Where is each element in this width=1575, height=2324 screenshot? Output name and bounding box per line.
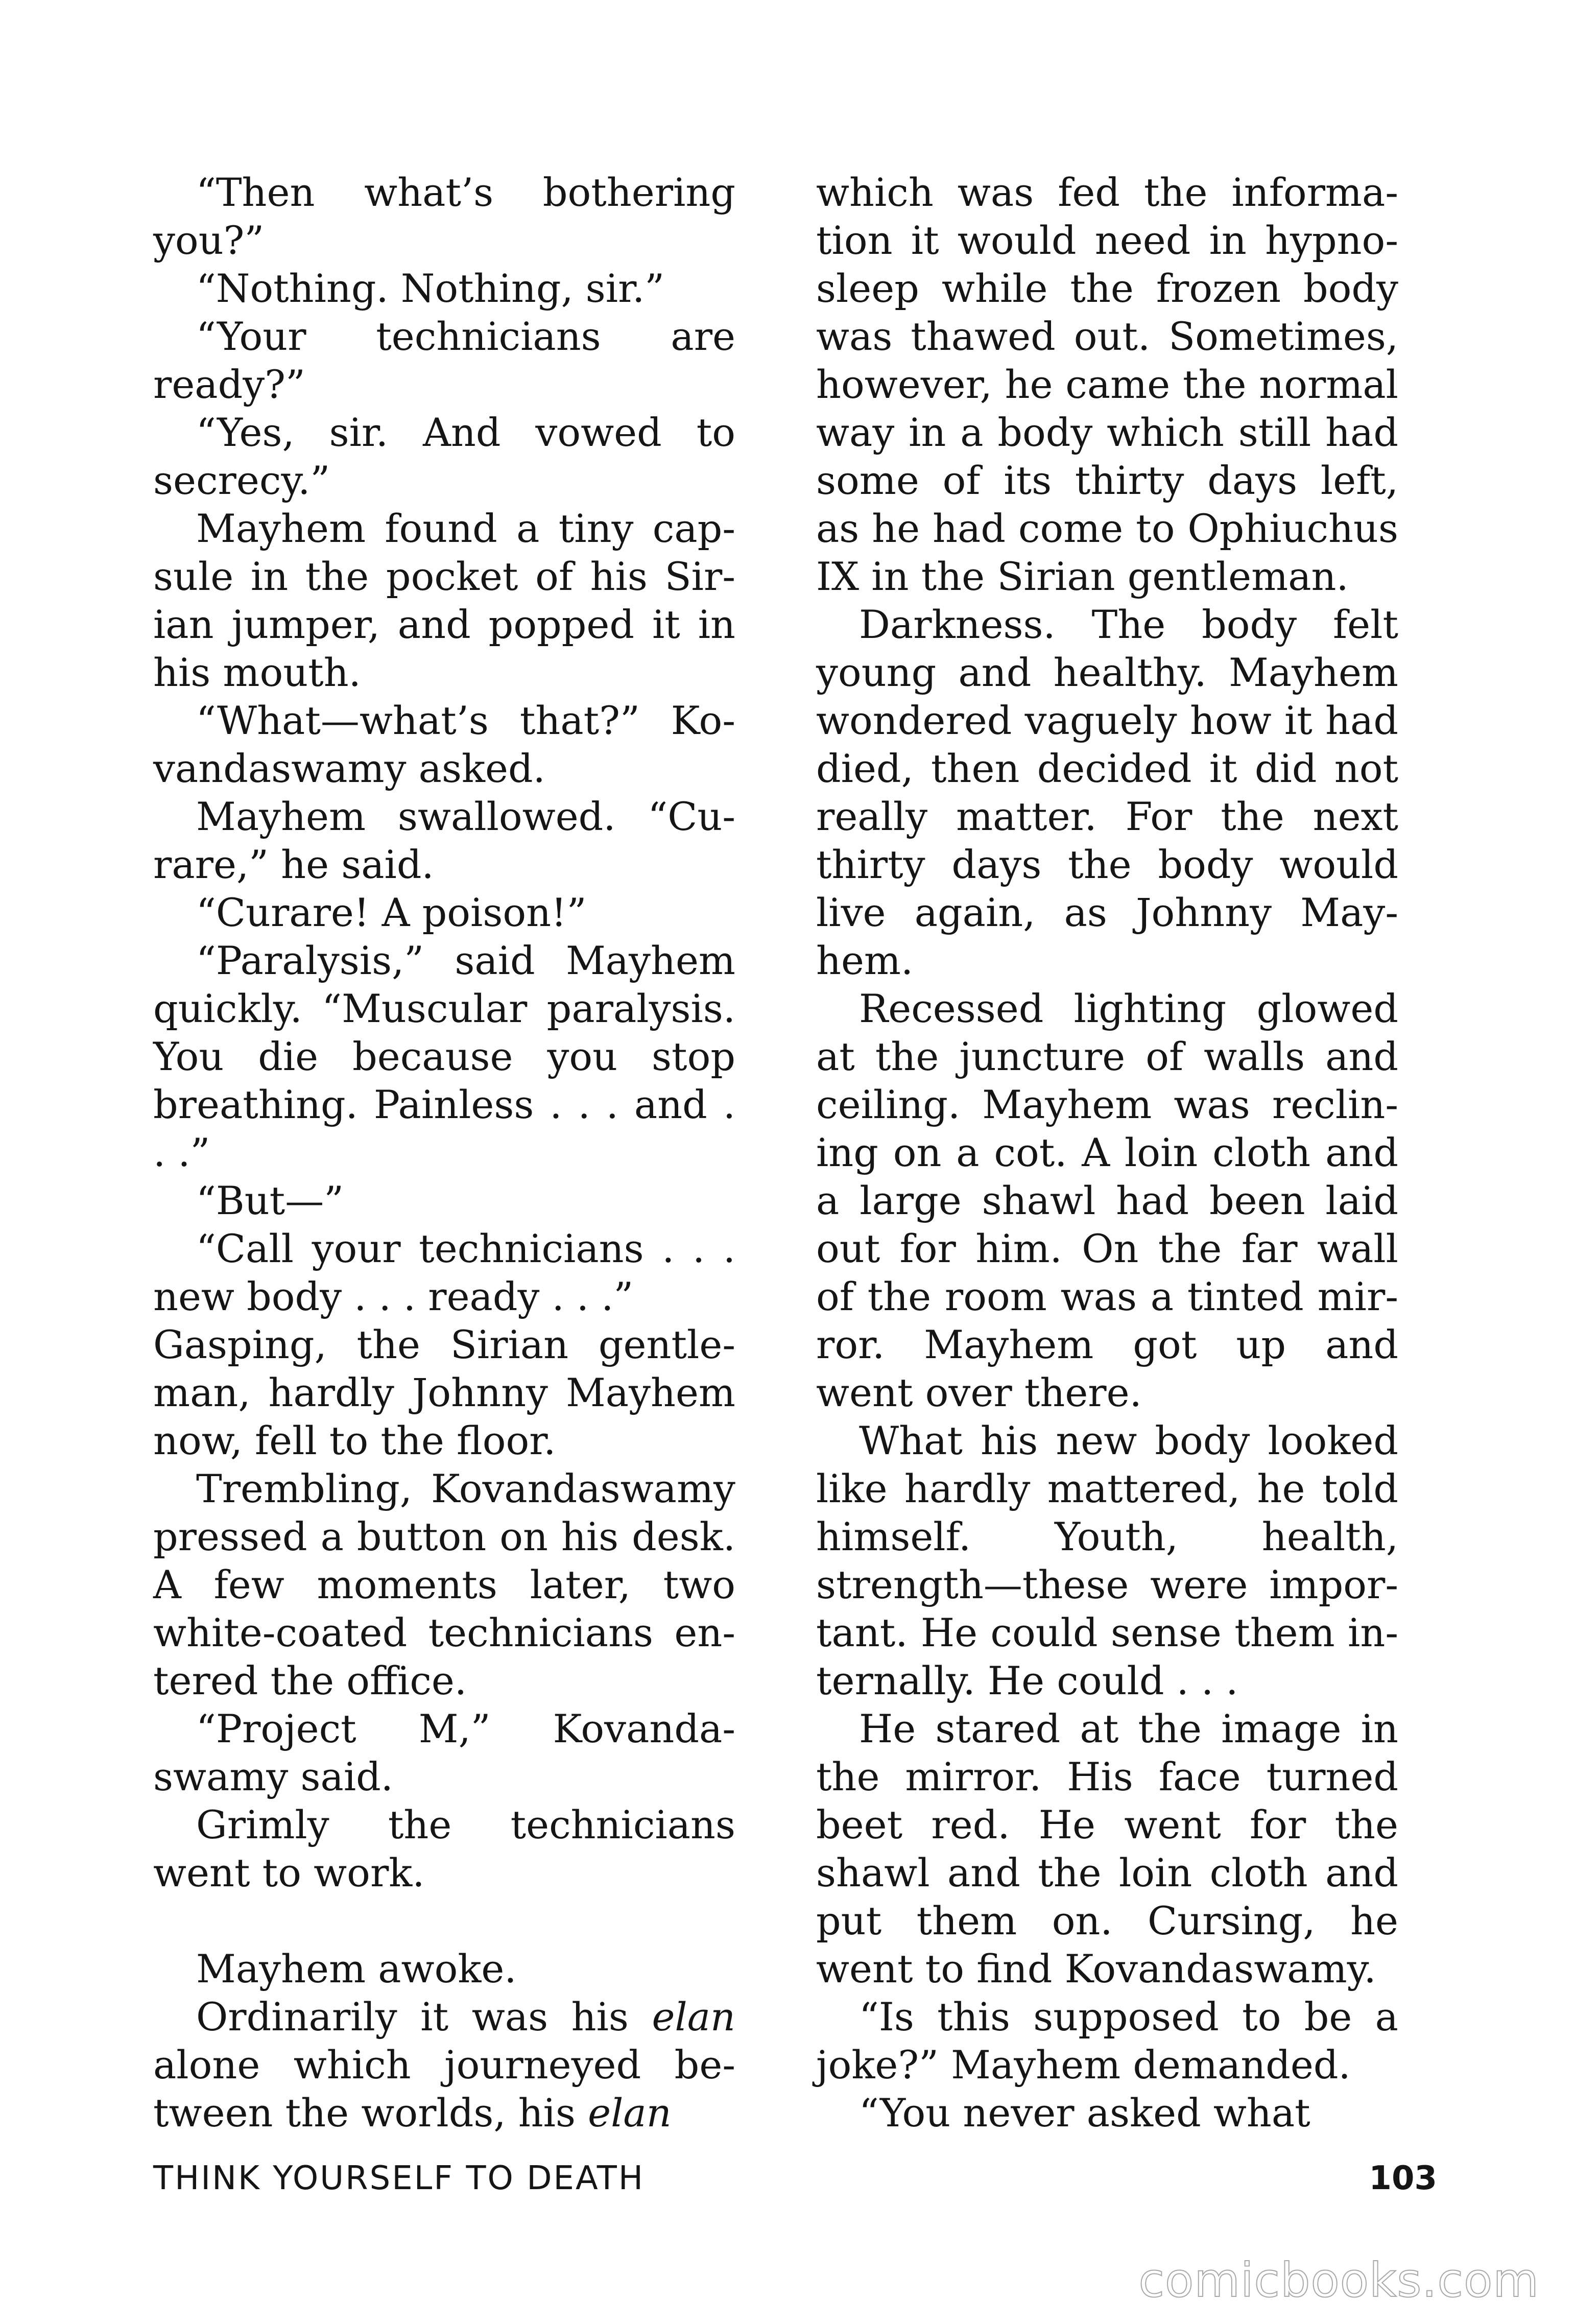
paragraph: “But—” [196,1178,344,1223]
paragraph-with-italics: Ordinarily it was his elan alone which journeyed between the worlds, his elan [153,1994,735,2136]
paragraph: Recessed lighting glowed at the juncture of walls and ceiling. Mayhem was reclining on a cot. A loin cloth and a large shawl had been laid out for him. On the far wall of the room was a tinted mirror. Mayhem got up and went over there. [816,986,1398,1415]
paragraph: Mayhem swallowed. “Curare,” he said. [153,794,735,887]
paragraph: “Then what’s bothering you?” [153,170,735,263]
paragraph: “Yes, sir. And vowed to secrecy.” [153,410,735,503]
paragraph: Grimly the technicians went to work. [153,1802,735,1895]
paragraph: “What—what’s that?” Kovandaswamy asked. [153,698,735,791]
right-text-column [816,169,1398,2137]
paragraph: What his new body looked like hardly mattered, he told himself. Youth, health, strength—these were important. He could sense them internally. He could . . . [816,1418,1398,1703]
paragraph: “You never asked what [859,2090,1310,2136]
paragraph: “Curare! A poison!” [196,890,587,935]
paragraph: “Call your technicians . . . new body . . . ready . . .” [153,1226,735,1319]
paragraph: which was fed the information it would need in hypnosleep while the frozen body was thawed out. Sometimes, however, he came the normal way in a body which still had some of its thirty days left, as he had come to Ophiuchus IX in the Sirian gentleman. [816,170,1398,599]
paragraph: “Paralysis,” said Mayhem quickly. “Muscular paralysis. You die because you stop breathing. Painless . . . and . . .” [153,938,735,1175]
paragraph: He stared at the image in the mirror. His face turned beet red. He went for the shawl and the loin cloth and put them on. Cursing, he went to find Kovandaswamy. [816,1706,1398,1991]
paragraph: “Is this supposed to be a joke?” Mayhem demanded. [816,1994,1398,2088]
page-number: 103 [1369,2160,1437,2197]
page-footer [153,2153,1437,2204]
paragraph: Darkness. The body felt young and healthy. Mayhem wondered vaguely how it had died, then decided it did not really matter. For the next thirty days the body would live again, as Johnny Mayhem. [816,602,1398,983]
paragraph: Trembling, Kovandaswamy pressed a button on his desk. A few moments later, two white-coated technicians entered the office. [153,1466,735,1703]
paragraph: “Your technicians are ready?” [153,314,735,407]
left-text-column [153,169,735,2137]
paragraph: Mayhem awoke. [196,1946,517,1991]
paragraph: Gasping, the Sirian gentleman, hardly Johnny Mayhem now, fell to the floor. [153,1322,735,1463]
watermark: comicbooks.com [1138,2253,1539,2308]
paragraph: “Nothing. Nothing, sir.” [196,266,665,311]
paragraph: “Project M,” Kovandaswamy said. [153,1706,735,1799]
running-title: THINK YOURSELF TO DEATH [153,2160,645,2197]
paragraph: Mayhem found a tiny capsule in the pocket of his Sirian jumper, and popped it in his mouth. [153,506,735,695]
